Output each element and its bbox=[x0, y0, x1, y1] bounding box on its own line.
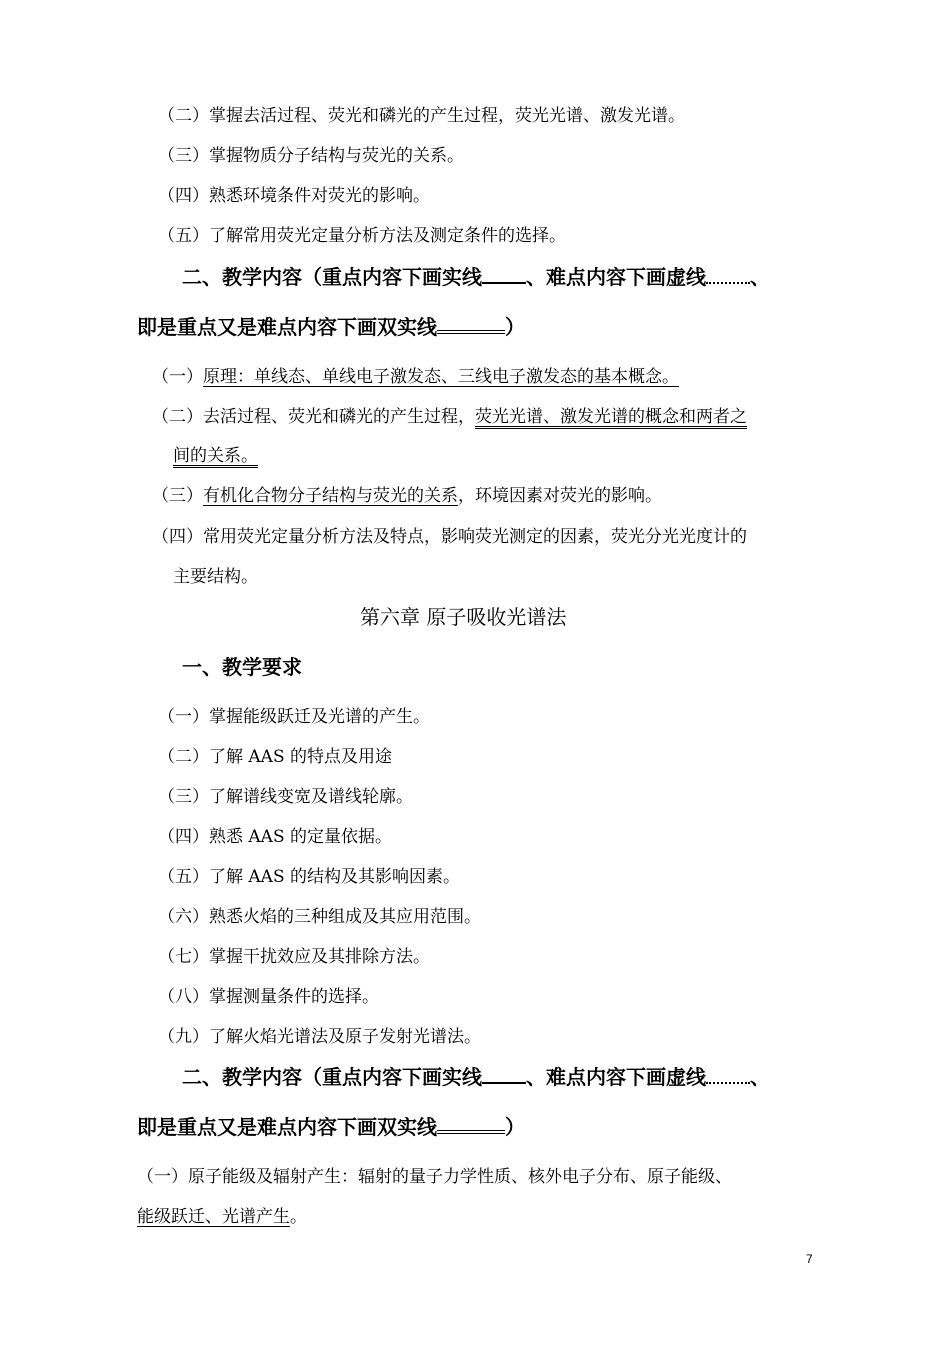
aas-requirement-6: （六）熟悉火焰的三种组成及其应用范围。 bbox=[158, 907, 481, 927]
item-prefix: （一） bbox=[152, 367, 203, 387]
aas-requirement-8: （八）掌握测量条件的选择。 bbox=[158, 987, 379, 1007]
aas-content-item-1-cont bbox=[137, 1205, 307, 1229]
aas-content-item-1: （一）原子能级及辐射产生：辐射的量子力学性质、核外电子分布、原子能级、 bbox=[137, 1167, 732, 1187]
heading-text: 、 bbox=[750, 1065, 770, 1089]
dotted-underline-sample bbox=[706, 1080, 750, 1084]
double-underline-sample bbox=[437, 328, 505, 334]
aas-requirement-7: （七）掌握干扰效应及其排除方法。 bbox=[158, 947, 430, 967]
requirement-item-5: （五）了解常用荧光定量分析方法及测定条件的选择。 bbox=[158, 226, 566, 246]
key-point-text: 有机化合物分子结构与荧光的关系 bbox=[203, 486, 458, 506]
solid-underline-sample bbox=[482, 280, 526, 284]
content-heading-line2 bbox=[137, 313, 525, 341]
heading-text: 二、教学内容（重点内容下画实线 bbox=[182, 1065, 482, 1089]
heading-text: ） bbox=[505, 1115, 525, 1139]
content-heading-2-line1 bbox=[182, 1063, 770, 1091]
item-text: 。 bbox=[290, 1207, 307, 1227]
page-number: 7 bbox=[806, 1252, 813, 1266]
aas-requirement-3: （三）了解谱线变宽及谱线轮廓。 bbox=[158, 787, 413, 807]
aas-requirement-5: （五）了解 AAS 的结构及其影响因素。 bbox=[158, 867, 461, 887]
heading-text: ） bbox=[505, 315, 525, 339]
heading-text: 即是重点又是难点内容下画双实线 bbox=[137, 1115, 437, 1139]
content-heading-line1 bbox=[182, 263, 770, 291]
content-item-1 bbox=[152, 365, 679, 389]
key-and-difficult-text: 荧光光谱、激发光谱的概念和两者之 bbox=[475, 407, 747, 427]
content-item-2-cont bbox=[173, 444, 258, 468]
requirement-item-3: （三）掌握物质分子结构与荧光的关系。 bbox=[158, 146, 464, 166]
content-heading-2-line2 bbox=[137, 1113, 525, 1141]
content-item-4: （四）常用荧光定量分析方法及特点，影响荧光测定的因素，荧光分光光度计的 bbox=[152, 527, 747, 547]
section-heading-requirements: 一、教学要求 bbox=[182, 655, 302, 679]
item-text: ，环境因素对荧光的影响。 bbox=[458, 486, 662, 506]
heading-text: 、难点内容下画虚线 bbox=[526, 265, 706, 289]
item-text: （二）去活过程、荧光和磷光的产生过程， bbox=[152, 407, 475, 427]
requirement-item-4: （四）熟悉环境条件对荧光的影响。 bbox=[158, 186, 430, 206]
key-point-text: 原理：单线态、单线电子激发态、三线电子激发态的基本概念。 bbox=[203, 367, 679, 387]
item-prefix: （三） bbox=[152, 486, 203, 506]
key-and-difficult-text: 间的关系。 bbox=[173, 446, 258, 466]
heading-text: 二、教学内容（重点内容下画实线 bbox=[182, 265, 482, 289]
key-point-text: 能级跃迁、光谱产生 bbox=[137, 1207, 290, 1227]
content-item-4-cont: 主要结构。 bbox=[173, 567, 258, 587]
content-item-3 bbox=[152, 484, 662, 508]
content-item-2 bbox=[152, 405, 747, 429]
double-underline-sample bbox=[437, 1128, 505, 1134]
aas-requirement-2: （二）了解 AAS 的特点及用途 bbox=[158, 747, 393, 767]
aas-requirement-9: （九）了解火焰光谱法及原子发射光谱法。 bbox=[158, 1027, 481, 1047]
solid-underline-sample bbox=[482, 1080, 526, 1084]
dotted-underline-sample bbox=[706, 280, 750, 284]
heading-text: 、难点内容下画虚线 bbox=[526, 1065, 706, 1089]
aas-requirement-1: （一）掌握能级跃迁及光谱的产生。 bbox=[158, 707, 430, 727]
heading-text: 即是重点又是难点内容下画双实线 bbox=[137, 315, 437, 339]
heading-text: 、 bbox=[750, 265, 770, 289]
aas-requirement-4: （四）熟悉 AAS 的定量依据。 bbox=[158, 827, 393, 847]
chapter-title: 第六章 原子吸收光谱法 bbox=[360, 605, 567, 629]
requirement-item-2: （二）掌握去活过程、荧光和磷光的产生过程，荧光光谱、激发光谱。 bbox=[158, 106, 685, 126]
